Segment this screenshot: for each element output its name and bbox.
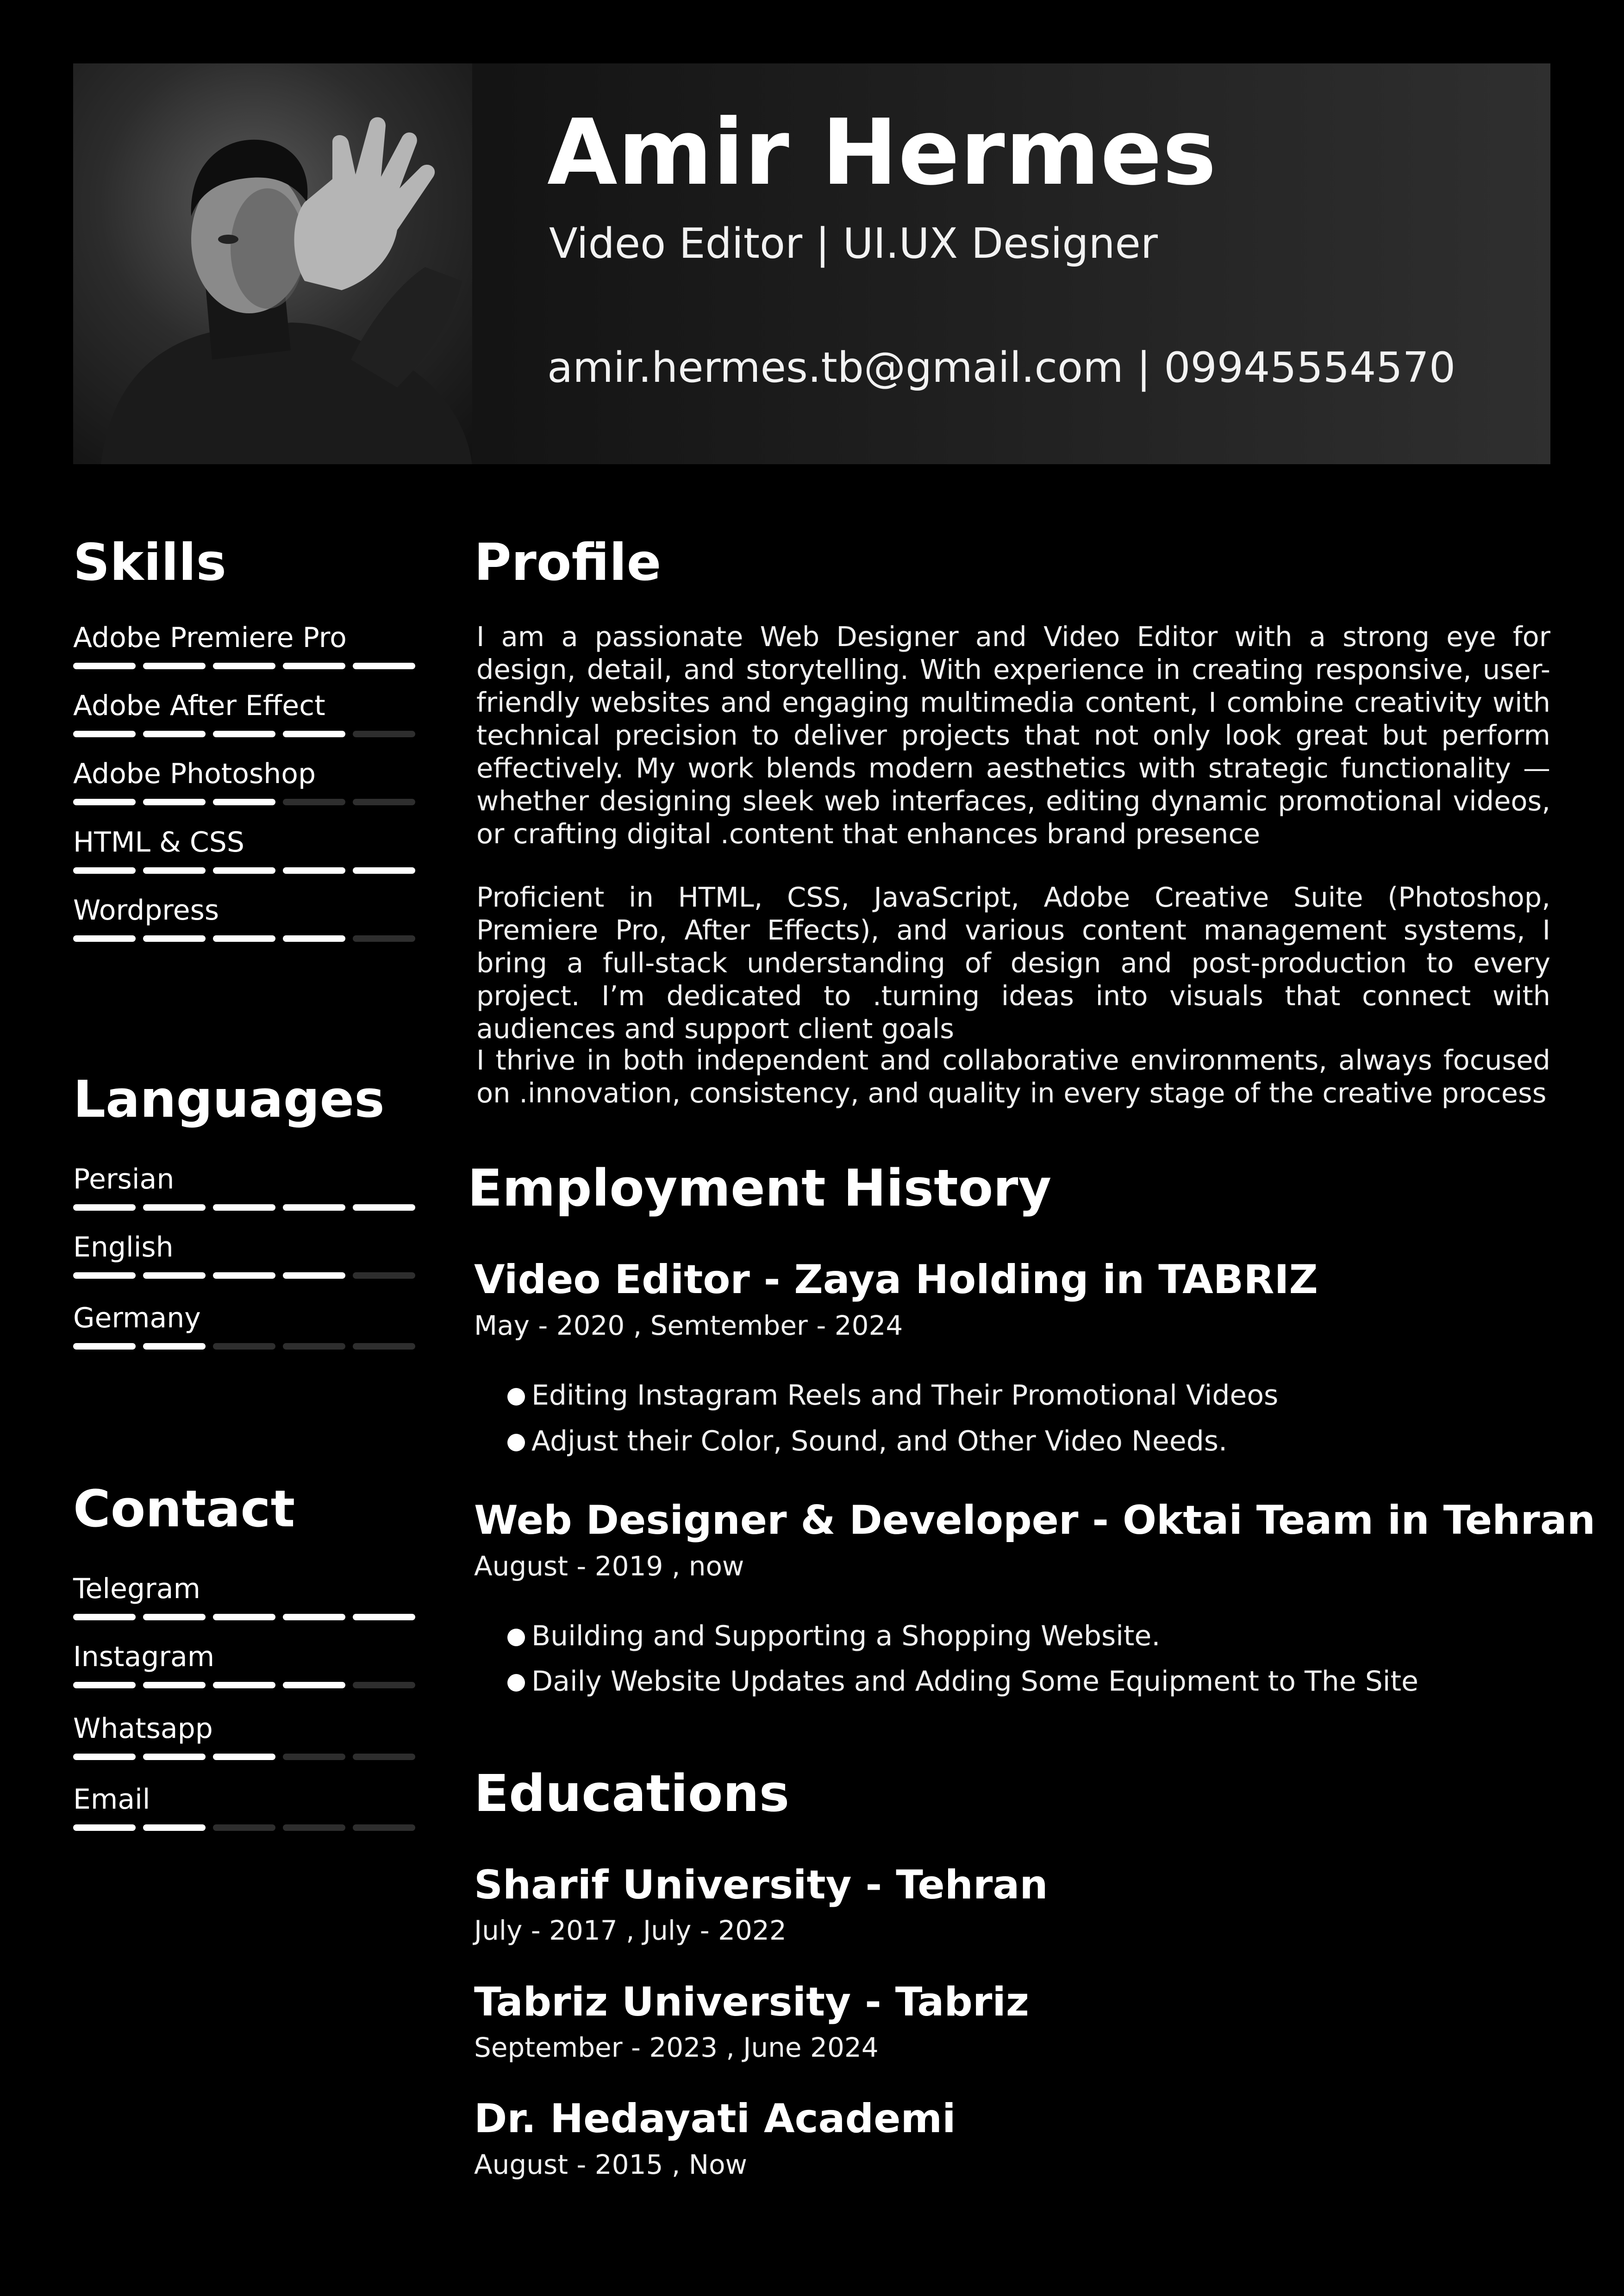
- rating-segment-filled: [143, 663, 206, 669]
- rating-segment-filled: [283, 1682, 345, 1688]
- rating-bar: [73, 1343, 416, 1350]
- skills-item: [73, 692, 416, 720]
- bullet-dot-icon: [507, 1629, 525, 1646]
- rating-segment-filled: [143, 1204, 206, 1211]
- rating-segment-empty: [353, 935, 415, 942]
- rating-bar: [73, 1754, 416, 1760]
- contact-line: amir.hermes.tb@gmail.com | 09945554570: [547, 343, 1456, 392]
- rating-segment-filled: [73, 1343, 136, 1350]
- job-bullet: [531, 1379, 1279, 1412]
- job-bullet: [531, 1622, 1160, 1650]
- rating-segment-empty: [283, 1824, 345, 1831]
- rating-segment-filled: [213, 1682, 275, 1688]
- contact-item-label: Whatsapp: [73, 1712, 213, 1745]
- rating-segment-filled: [73, 1614, 136, 1620]
- rating-segment-filled: [73, 1754, 136, 1760]
- rating-segment-filled: [73, 935, 136, 942]
- rating-segment-filled: [353, 867, 415, 874]
- rating-segment-empty: [353, 1754, 415, 1760]
- profile-photo: [73, 63, 472, 464]
- languages-item: [73, 1165, 416, 1193]
- rating-segment-filled: [353, 1204, 415, 1211]
- rating-segment-empty: [353, 731, 415, 737]
- rating-segment-empty: [283, 799, 345, 805]
- rating-segment-filled: [213, 1754, 275, 1760]
- bullet-text: Adjust their Color, Sound, and Other Video Needs.: [531, 1425, 1228, 1457]
- profile-paragraph-2: [476, 881, 1550, 1045]
- contact-item-label: Email: [73, 1783, 150, 1816]
- candidate-role: Video Editor | UI.UX Designer: [549, 219, 1158, 268]
- education-date: September - 2023 , June 2024: [474, 2032, 879, 2063]
- rating-segment-filled: [73, 663, 136, 669]
- languages-item-label: Persian: [73, 1163, 175, 1195]
- skills-item-label: Wordpress: [73, 894, 219, 927]
- rating-segment-filled: [283, 731, 345, 737]
- rating-segment-filled: [143, 1754, 206, 1760]
- rating-segment-empty: [353, 1343, 415, 1350]
- profile-heading: Profile: [474, 533, 662, 592]
- bullet-dot-icon: [507, 1388, 525, 1406]
- rating-segment-filled: [73, 1682, 136, 1688]
- rating-segment-filled: [213, 1204, 275, 1211]
- rating-segment-filled: [143, 799, 206, 805]
- job-title: Web Designer & Developer - Oktai Team in Tehran: [474, 1497, 1596, 1543]
- rating-segment-filled: [283, 1272, 345, 1279]
- rating-segment-filled: [73, 1204, 136, 1211]
- skills-item: [73, 826, 416, 859]
- contact-item-label: Instagram: [73, 1641, 215, 1673]
- rating-bar: [73, 663, 416, 669]
- bullet-text: Building and Supporting a Shopping Website.: [531, 1620, 1161, 1652]
- employment-heading: Employment History: [468, 1158, 1052, 1218]
- rating-segment-empty: [353, 1272, 415, 1279]
- languages-heading: Languages: [73, 1070, 385, 1129]
- rating-segment-filled: [213, 1614, 275, 1620]
- portrait-image: [73, 63, 472, 464]
- contact-item: [73, 1643, 416, 1671]
- skills-item: [73, 624, 416, 652]
- rating-segment-filled: [353, 663, 415, 669]
- rating-segment-empty: [353, 799, 415, 805]
- profile-text-2: Proficient in HTML, CSS, JavaScript, Adobe Creative Suite (Photoshop, Premiere Pro, After Effects), and various content management systems, I bring a full-stack understanding of design and post-production to every project. I’m dedicated to .turning ideas into visuals that connect with audiences and support client goals: [476, 881, 1550, 1045]
- rating-bar: [73, 1272, 416, 1279]
- rating-bar: [73, 1824, 416, 1831]
- rating-bar: [73, 935, 416, 942]
- skills-heading: Skills: [73, 533, 226, 592]
- rating-segment-filled: [213, 731, 275, 737]
- bullet-dot-icon: [507, 1674, 525, 1692]
- rating-segment-filled: [143, 935, 206, 942]
- rating-segment-filled: [213, 867, 275, 874]
- job-bullet: [531, 1665, 1418, 1698]
- skills-item-label: Adobe Photoshop: [73, 758, 316, 790]
- rating-segment-empty: [353, 1682, 415, 1688]
- skills-item: [73, 760, 416, 788]
- rating-bar: [73, 1682, 416, 1688]
- rating-segment-filled: [283, 663, 345, 669]
- job-date: August - 2019 , now: [474, 1550, 744, 1582]
- languages-item-label: Germany: [73, 1302, 201, 1334]
- rating-segment-filled: [143, 867, 206, 874]
- skills-item-label: Adobe Premiere Pro: [73, 622, 347, 654]
- rating-bar: [73, 1614, 416, 1620]
- education-title: Sharif University - Tehran: [474, 1862, 1048, 1908]
- rating-segment-filled: [143, 731, 206, 737]
- profile-paragraph-1: [476, 620, 1550, 850]
- profile-paragraph-3: [476, 1044, 1550, 1109]
- job-date: May - 2020 , Semtember - 2024: [474, 1310, 903, 1341]
- bullet-text: Editing Instagram Reels and Their Promotional Videos: [531, 1379, 1279, 1412]
- rating-segment-empty: [283, 1754, 345, 1760]
- rating-segment-filled: [73, 867, 136, 874]
- skills-item: [73, 894, 416, 927]
- rating-bar: [73, 867, 416, 874]
- skills-item-label: Adobe After Effect: [73, 690, 325, 722]
- rating-segment-filled: [283, 935, 345, 942]
- languages-item-label: English: [73, 1231, 174, 1263]
- education-title: Dr. Hedayati Academi: [474, 2096, 956, 2142]
- rating-segment-filled: [143, 1614, 206, 1620]
- rating-segment-filled: [283, 1614, 345, 1620]
- education-title: Tabriz University - Tabriz: [474, 1979, 1029, 2025]
- rating-segment-filled: [213, 1272, 275, 1279]
- languages-item: [73, 1304, 416, 1332]
- bullet-text: Daily Website Updates and Adding Some Equipment to The Site: [531, 1665, 1418, 1698]
- job-bullet: [531, 1427, 1227, 1455]
- contact-heading: Contact: [73, 1479, 295, 1538]
- rating-bar: [73, 1204, 416, 1211]
- rating-segment-filled: [353, 1614, 415, 1620]
- contact-item-label: Telegram: [73, 1573, 200, 1605]
- education-date: July - 2017 , July - 2022: [474, 1915, 787, 1946]
- rating-segment-filled: [213, 663, 275, 669]
- rating-segment-filled: [143, 1682, 206, 1688]
- bullet-dot-icon: [507, 1434, 525, 1451]
- candidate-name: Amir Hermes: [547, 100, 1217, 205]
- rating-segment-empty: [213, 1824, 275, 1831]
- rating-segment-filled: [283, 1204, 345, 1211]
- rating-segment-empty: [283, 1343, 345, 1350]
- rating-segment-empty: [213, 1343, 275, 1350]
- contact-item: [73, 1575, 416, 1603]
- rating-segment-filled: [143, 1824, 206, 1831]
- job-title: Video Editor - Zaya Holding in TABRIZ: [474, 1257, 1318, 1303]
- contact-item: [73, 1783, 416, 1816]
- rating-segment-filled: [283, 867, 345, 874]
- rating-segment-empty: [353, 1824, 415, 1831]
- skills-item-label: HTML & CSS: [73, 826, 244, 859]
- rating-segment-filled: [213, 799, 275, 805]
- languages-item: [73, 1233, 416, 1261]
- education-heading: Educations: [474, 1764, 790, 1823]
- rating-segment-filled: [213, 935, 275, 942]
- education-date: August - 2015 , Now: [474, 2149, 747, 2180]
- rating-segment-filled: [143, 1343, 206, 1350]
- rating-segment-filled: [73, 1824, 136, 1831]
- contact-item: [73, 1712, 416, 1745]
- rating-segment-filled: [73, 1272, 136, 1279]
- rating-segment-filled: [143, 1272, 206, 1279]
- profile-text-1: I am a passionate Web Designer and Video Editor with a strong eye for design, detail, and storytelling. With experience in creating responsive, user-friendly websites and engaging multimedia content, I combine creativity with technical precision to deliver projects that not only look great but perform effectively. My work blends modern aesthetics with strategic functionality — whether designing sleek web interfaces, editing dynamic promotional videos, or crafting digital .content that enhances brand presence: [476, 621, 1550, 850]
- rating-bar: [73, 731, 416, 737]
- profile-text-3: I thrive in both independent and collaborative environments, always focused on .innovation, consistency, and quality in every stage of the creative process: [476, 1044, 1550, 1109]
- rating-bar: [73, 799, 416, 805]
- header-banner: [73, 63, 1550, 464]
- rating-segment-filled: [73, 731, 136, 737]
- rating-segment-filled: [73, 799, 136, 805]
